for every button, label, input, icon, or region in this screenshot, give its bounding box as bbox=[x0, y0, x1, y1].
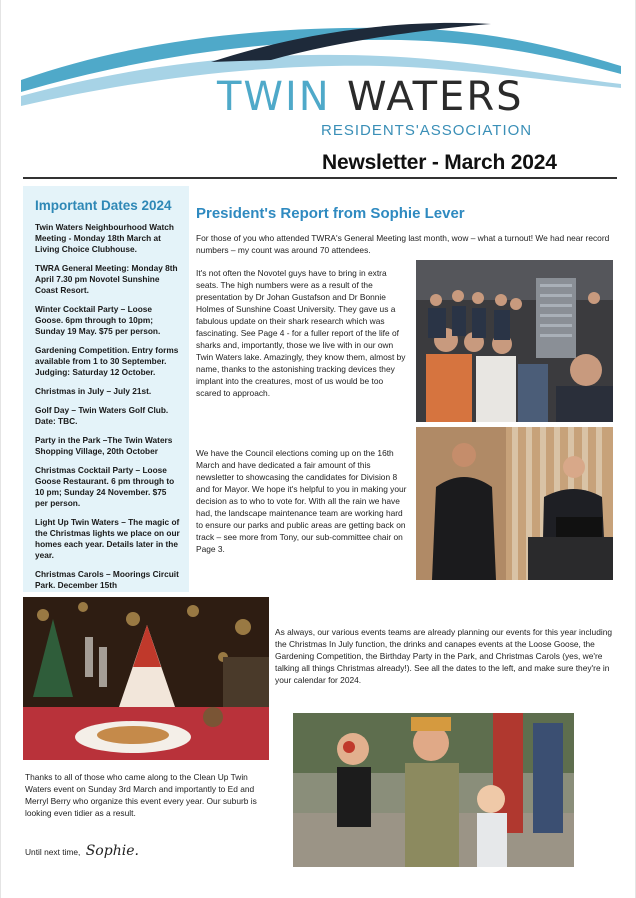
event-item: TWRA General Meeting: Monday 8th April 7.30 pm Novotel Sunshine Coast Resort. bbox=[35, 263, 178, 295]
event-item: Gardening Competition. Entry forms available from 1 to 30 September. Judging: Saturday 12 October. bbox=[35, 345, 179, 377]
logo-twin: TWIN bbox=[217, 74, 331, 120]
event-item: Twin Waters Neighbourhood Watch Meeting - Monday 18th March at Living Choice Clubhouse. bbox=[35, 222, 174, 254]
newsletter-title: Newsletter - March 2024 bbox=[322, 151, 557, 174]
logo-waters: WATERS bbox=[347, 74, 524, 120]
meeting-audience-photo bbox=[416, 260, 613, 422]
logo-subtitle: RESIDENTS'ASSOCIATION bbox=[321, 122, 533, 139]
event-item: Golf Day – Twin Waters Golf Club. Date: TBC. bbox=[35, 405, 169, 426]
presenters-photo bbox=[416, 427, 613, 580]
event-item: Light Up Twin Waters – The magic of the Christmas lights we place on our homes each year. Details later in the year. bbox=[35, 517, 180, 560]
report-title: President's Report from Sophie Lever bbox=[196, 205, 465, 222]
signature: Sophie. bbox=[85, 843, 139, 859]
paragraph-elections: We have the Council elections coming up on the 16th March and have dedicated a fair amount of this newsletter to showcasing the candidates for Division 8 and for Mayor. We hope it's helpful to you in making your decision as to who to vote for. With all the rain we have had, the landscape maintenance team are working hard to ensure our parks and public areas are getting back on track – see more from Tony, our sub-committee chair on Page 3. bbox=[196, 448, 407, 554]
event-item: Christmas Carols – Moorings Circuit Park. December 15th bbox=[35, 569, 179, 590]
paragraph-events: As always, our various events teams are already planning our events for this year including the Christmas In July function, the drinks and canapes events at the Loose Goose, the Gardening Competition, the Birthday Party in the Park, and Christmas Carols (yes, we're talking all things Christmas already!). See all the dates to the left, and make sure they're in your calendar for 2024. bbox=[275, 627, 613, 685]
paragraph-intro: For those of you who attended TWRA's General Meeting last month, wow – what a turnout! We had near record numbers – my count was around 70 attendees. bbox=[196, 233, 610, 255]
signoff-text: Until next time, bbox=[25, 847, 81, 857]
important-dates-sidebar bbox=[23, 186, 189, 592]
event-item: Christmas in July – July 21st. bbox=[35, 386, 152, 396]
event-item: Christmas Cocktail Party – Loose Goose Restaurant. 6 pm through to 10 pm; Sunday 24 November. $75 per person. bbox=[35, 465, 175, 508]
signoff bbox=[25, 843, 139, 859]
event-item: Winter Cocktail Party – Loose Goose. 6pm through to 10pm; Sunday 19 May. $75 per person. bbox=[35, 304, 161, 336]
paragraph-shark-talk: It's not often the Novotel guys have to bring in extra seats. The high numbers were as a result of the presentation by Dr Johan Gustafson and Dr Bonnie Holmes of Sunshine Coast University. They gave us a fabulous update on their shark research which was fascinating. See Page 4 - for a fuller report of the life of sharks and, importantly, those we live with in our own Twin Waters lake. Amazingly, they know them, almost by name, thanks to the astonishing tracking devices they implant into the creatures, most of us would be too scared to approach. bbox=[196, 268, 406, 398]
christmas-table-photo bbox=[23, 597, 269, 760]
header-rule bbox=[23, 177, 617, 179]
event-item: Party in the Park –The Twin Waters Shopping Village, 20th October bbox=[35, 435, 173, 456]
face-paint-kids-photo bbox=[293, 713, 574, 867]
sidebar-title: Important Dates 2024 bbox=[35, 198, 172, 213]
paragraph-cleanup: Thanks to all of those who came along to the Clean Up Twin Waters event on Sunday 3rd March and importantly to Ed and Merryl Berry who organize this event every year. Our suburb is looking even tidier as a result. bbox=[25, 772, 257, 818]
